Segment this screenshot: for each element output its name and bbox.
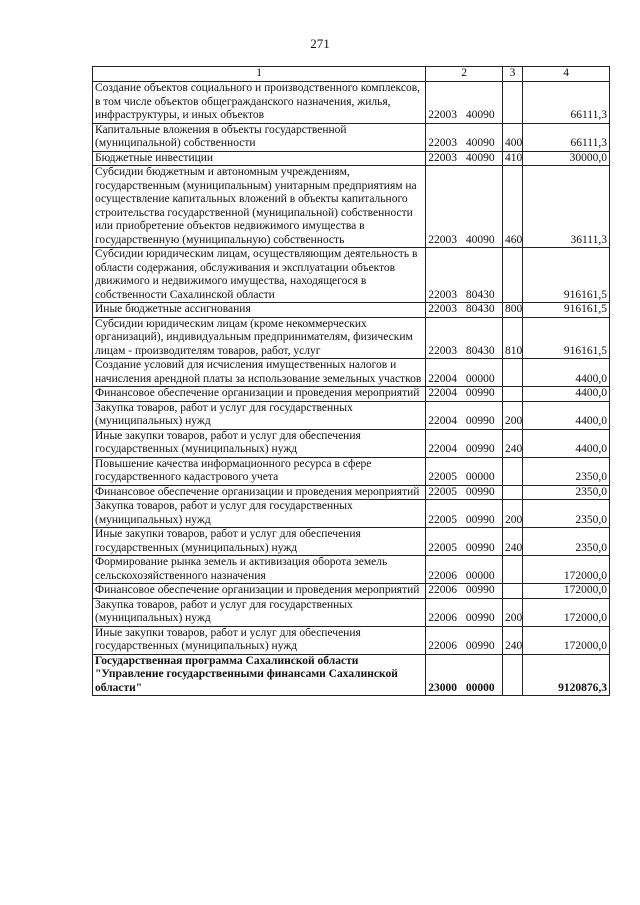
table-row [93, 429, 610, 457]
row-target-code: 22005 00990 [426, 485, 503, 500]
row-target-code: 22006 00990 [426, 584, 503, 599]
row-expense-type [502, 82, 522, 124]
row-target-code: 22003 80430 [426, 317, 503, 359]
row-amount: 4400,0 [523, 359, 610, 387]
table-row [93, 654, 610, 696]
row-description: Формирование рынка земель и активизация оборота земель сельскохозяйственного назначения [93, 556, 426, 584]
row-description: Субсидии юридическим лицам (кроме некоммерческих организаций), индивидуальным предпринимателям, физическим лицам - производителям товаров, работ, услуг [93, 317, 426, 359]
row-expense-type [502, 387, 522, 402]
row-description: Закупка товаров, работ и услуг для государственных (муниципальных) нужд [93, 401, 426, 429]
table-row [93, 387, 610, 402]
row-amount: 916161,5 [523, 248, 610, 303]
row-expense-type [502, 248, 522, 303]
row-target-code: 22004 00990 [426, 429, 503, 457]
row-description: Капитальные вложения в объекты государственной (муниципальной) собственности [93, 123, 426, 151]
row-description: Финансовое обеспечение организации и проведения мероприятий [93, 485, 426, 500]
row-amount: 2350,0 [523, 457, 610, 485]
row-expense-type: 240 [502, 528, 522, 556]
row-amount: 172000,0 [523, 584, 610, 599]
row-amount: 4400,0 [523, 429, 610, 457]
table-row [93, 626, 610, 654]
row-expense-type: 200 [502, 598, 522, 626]
row-expense-type [502, 359, 522, 387]
row-description: Создание объектов социального и производственного комплексов, в том числе объектов общегражданского назначения, жилья, инфраструктуры, и иных объектов [93, 82, 426, 124]
table-row [93, 485, 610, 500]
row-expense-type: 410 [502, 151, 522, 166]
row-target-code: 22003 40090 [426, 123, 503, 151]
row-target-code: 22005 00990 [426, 528, 503, 556]
table-row [93, 584, 610, 599]
row-amount: 172000,0 [523, 598, 610, 626]
table-row [93, 401, 610, 429]
table-row [93, 151, 610, 166]
header-col-2: 2 [426, 67, 503, 82]
row-amount: 2350,0 [523, 485, 610, 500]
row-target-code: 22005 00000 [426, 457, 503, 485]
row-amount: 2350,0 [523, 500, 610, 528]
header-col-3: 3 [502, 67, 522, 82]
table-row [93, 82, 610, 124]
row-description: Иные закупки товаров, работ и услуг для обеспечения государственных (муниципальных) нужд [93, 626, 426, 654]
row-description: Иные закупки товаров, работ и услуг для обеспечения государственных (муниципальных) нужд [93, 429, 426, 457]
row-amount: 30000,0 [523, 151, 610, 166]
budget-table [92, 66, 610, 696]
row-amount: 9120876,3 [523, 654, 610, 696]
row-amount: 66111,3 [523, 123, 610, 151]
row-description: Создание условий для исчисления имущественных налогов и начисления арендной платы за использование земельных участков [93, 359, 426, 387]
row-expense-type [502, 457, 522, 485]
table-row [93, 457, 610, 485]
table-header-row [93, 67, 610, 82]
row-amount: 172000,0 [523, 556, 610, 584]
row-description: Государственная программа Сахалинской области "Управление государственными финансами Сахалинской области" [93, 654, 426, 696]
row-expense-type: 810 [502, 317, 522, 359]
row-target-code: 22006 00990 [426, 598, 503, 626]
table-row [93, 528, 610, 556]
row-target-code: 22003 80430 [426, 248, 503, 303]
row-target-code: 22006 00000 [426, 556, 503, 584]
row-amount: 916161,5 [523, 303, 610, 318]
row-description: Финансовое обеспечение организации и проведения мероприятий [93, 584, 426, 599]
row-description: Иные бюджетные ассигнования [93, 303, 426, 318]
table-row [93, 123, 610, 151]
row-description: Бюджетные инвестиции [93, 151, 426, 166]
page-number: 271 [310, 36, 330, 51]
row-amount: 4400,0 [523, 387, 610, 402]
row-expense-type: 240 [502, 429, 522, 457]
row-description: Субсидии юридическим лицам, осуществляющим деятельность в области содержания, обслуживания и эксплуатации объектов движимого и недвижимого имущества, находящегося в собственности Сахалинской области [93, 248, 426, 303]
header-col-1: 1 [93, 67, 426, 82]
row-expense-type [502, 584, 522, 599]
row-amount: 2350,0 [523, 528, 610, 556]
row-amount: 4400,0 [523, 401, 610, 429]
row-expense-type: 240 [502, 626, 522, 654]
row-target-code: 23000 00000 [426, 654, 503, 696]
row-amount: 916161,5 [523, 317, 610, 359]
row-description: Закупка товаров, работ и услуг для государственных (муниципальных) нужд [93, 500, 426, 528]
row-target-code: 22004 00990 [426, 387, 503, 402]
table-row [93, 303, 610, 318]
row-description: Субсидии бюджетным и автономным учреждениям, государственным (муниципальным) унитарным предприятиям на осуществление капитальных вложений в объекты капитального строительства государственной (муниципальной) собственности или приобретение объектов недвижимого имущества в государственную (муниципальную) собственность [93, 166, 426, 248]
row-expense-type: 200 [502, 401, 522, 429]
row-amount: 172000,0 [523, 626, 610, 654]
row-expense-type: 200 [502, 500, 522, 528]
row-expense-type [502, 556, 522, 584]
row-description: Финансовое обеспечение организации и проведения мероприятий [93, 387, 426, 402]
row-target-code: 22006 00990 [426, 626, 503, 654]
table-row [93, 317, 610, 359]
table-body [93, 67, 610, 696]
row-target-code: 22003 40090 [426, 166, 503, 248]
row-expense-type: 800 [502, 303, 522, 318]
table-row [93, 166, 610, 248]
row-description: Повышение качества информационного ресурса в сфере государственного кадастрового учета [93, 457, 426, 485]
row-amount: 66111,3 [523, 82, 610, 124]
row-expense-type: 460 [502, 166, 522, 248]
row-expense-type: 400 [502, 123, 522, 151]
table-row [93, 500, 610, 528]
row-expense-type [502, 485, 522, 500]
row-target-code: 22003 40090 [426, 151, 503, 166]
row-target-code: 22003 40090 [426, 82, 503, 124]
table-row [93, 248, 610, 303]
header-col-4: 4 [523, 67, 610, 82]
table-row [93, 598, 610, 626]
table-row [93, 556, 610, 584]
row-target-code: 22004 00990 [426, 401, 503, 429]
row-expense-type [502, 654, 522, 696]
row-description: Иные закупки товаров, работ и услуг для обеспечения государственных (муниципальных) нужд [93, 528, 426, 556]
row-target-code: 22003 80430 [426, 303, 503, 318]
row-target-code: 22004 00000 [426, 359, 503, 387]
row-description: Закупка товаров, работ и услуг для государственных (муниципальных) нужд [93, 598, 426, 626]
row-amount: 36111,3 [523, 166, 610, 248]
row-target-code: 22005 00990 [426, 500, 503, 528]
table-row [93, 359, 610, 387]
